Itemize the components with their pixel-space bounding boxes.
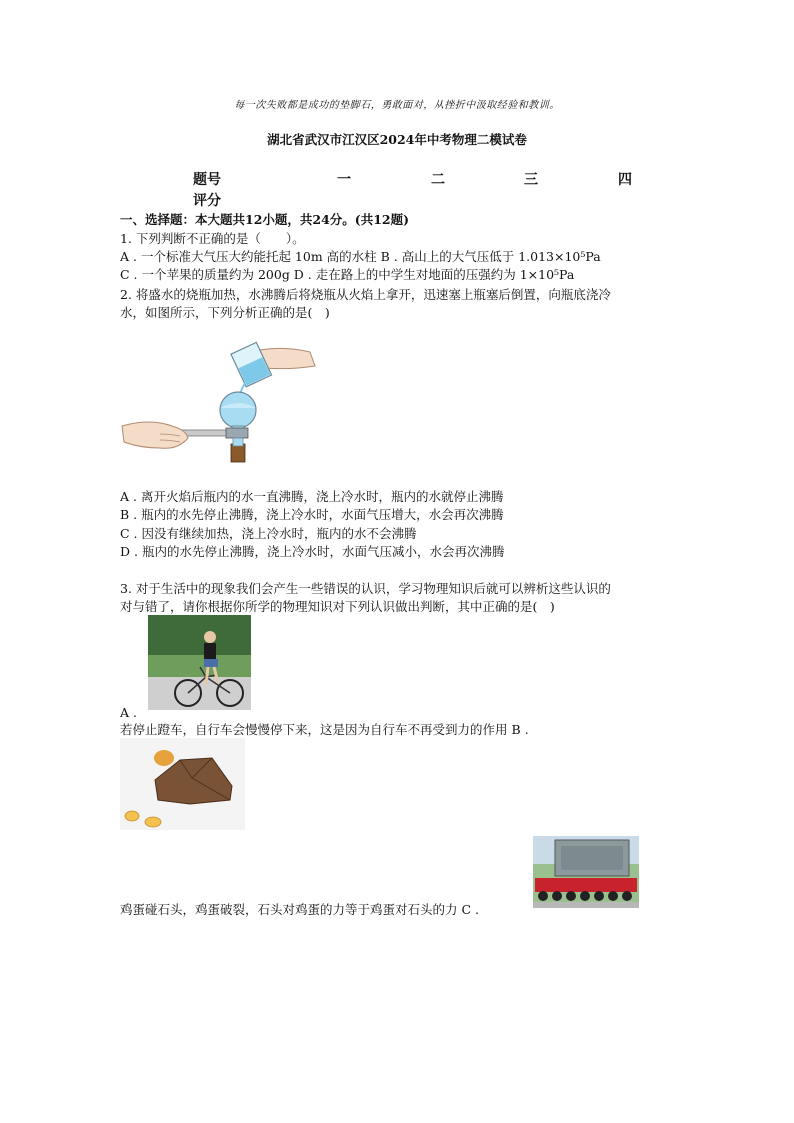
q2-stem-line1: 2. 将盛水的烧瓶加热，水沸腾后将烧瓶从火焰上拿开，迅速塞上瓶塞后倒置，向瓶底浇冷 bbox=[120, 287, 611, 302]
q1-options-ab: A . 一个标准大气压大约能托起 10m 高的水柱 B . 高山上的大气压低于 1.013×10⁵Pa bbox=[120, 249, 601, 264]
score-row-label-score: 评分 bbox=[193, 193, 221, 209]
q2-option-c: C . 因没有继续加热，浇上冷水时，瓶内的水不会沸腾 bbox=[120, 526, 417, 541]
q1-stem: 1. 下列判断不正确的是（ ）。 bbox=[120, 231, 305, 246]
flask-illustration bbox=[120, 338, 320, 466]
score-col-2: 二 bbox=[431, 172, 445, 188]
score-row-label-number: 题号 bbox=[193, 172, 221, 188]
egg-stone-illustration bbox=[120, 738, 245, 830]
q2-stem-line2: 水，如图所示，下列分析正确的是( ) bbox=[120, 305, 330, 320]
score-col-1: 一 bbox=[337, 172, 351, 188]
q2-option-a: A . 离开火焰后瓶内的水一直沸腾，浇上冷水时，瓶内的水就停止沸腾 bbox=[120, 489, 504, 504]
q3-stem-line1: 3. 对于生活中的现象我们会产生一些错误的认识，学习物理知识后就可以辨析这些认识的 bbox=[120, 581, 611, 596]
q3-option-a-label: A . bbox=[120, 705, 137, 720]
q2-option-b: B . 瓶内的水先停止沸腾，浇上冷水时，水面气压增大，水会再次沸腾 bbox=[120, 507, 504, 522]
q3-option-b-text: 鸡蛋碰石头，鸡蛋破裂，石头对鸡蛋的力等于鸡蛋对石头的力 C . bbox=[120, 902, 479, 917]
q3-stem-line2: 对与错了，请你根据你所学的物理知识对下列认识做出判断，其中正确的是( ) bbox=[120, 599, 555, 614]
section-heading: 一、选择题：本大题共12小题，共24分。(共12题) bbox=[120, 212, 410, 227]
cyclist-photo bbox=[148, 615, 251, 710]
truck-photo bbox=[533, 836, 639, 908]
score-col-3: 三 bbox=[524, 172, 538, 188]
q2-option-d: D . 瓶内的水先停止沸腾，浇上冷水时，水面气压减小，水会再次沸腾 bbox=[120, 544, 505, 559]
score-table bbox=[193, 169, 643, 209]
q1-options-cd: C . 一个苹果的质量约为 200g D . 走在路上的中学生对地面的压强约为 1×10⁵Pa bbox=[120, 267, 575, 282]
score-col-4: 四 bbox=[618, 172, 632, 188]
q3-option-a-text: 若停止蹬车，自行车会慢慢停下来，这是因为自行车不再受到力的作用 B . bbox=[120, 722, 529, 737]
motto: 每一次失败都是成功的垫脚石，勇敢面对，从挫折中汲取经验和教训。 bbox=[234, 100, 560, 111]
page-title: 湖北省武汉市江汉区2024年中考物理二模试卷 bbox=[267, 132, 527, 147]
